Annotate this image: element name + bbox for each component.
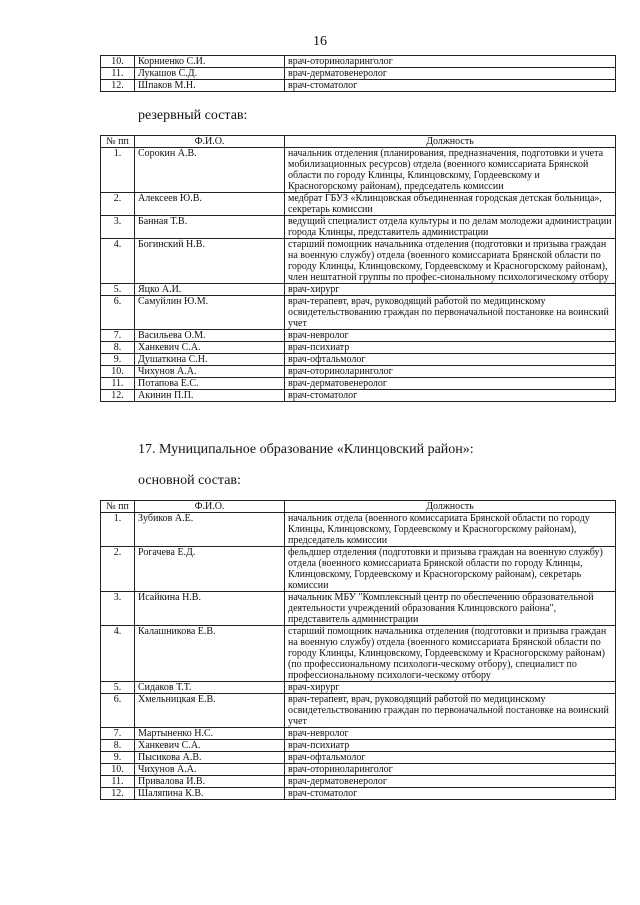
table-row bbox=[101, 330, 616, 342]
position: старший помощник начальника отделения (подготовки и призыва граждан на военную службу) отдела (военного комиссариата Брянской области по городу Клинцы, Клинцовскому, Гордеевскому и Красногорскому районам), член нештатной группы по профес-сиональному психологическому отбору bbox=[285, 239, 616, 284]
table-row bbox=[101, 682, 616, 694]
table-row bbox=[101, 740, 616, 752]
table-row bbox=[101, 56, 616, 68]
row-number: 1. bbox=[101, 148, 135, 193]
row-number: 5. bbox=[101, 284, 135, 296]
position: старший помощник начальника отделения (подготовки и призыва граждан на военную службу) отдела (военного комиссариата Брянской области по городу Клинцы, Клинцовскому, Гордеевскому и Красногорскому районам) (по профессиональному психологи-ческому отбору), специалист по профессиональному психологи-ческому отбору bbox=[285, 626, 616, 682]
table-row bbox=[101, 592, 616, 626]
row-number: 7. bbox=[101, 728, 135, 740]
position: врач-стоматолог bbox=[285, 390, 616, 402]
table-row bbox=[101, 728, 616, 740]
person-name: Ханкевич С.А. bbox=[135, 740, 285, 752]
table-row bbox=[101, 694, 616, 728]
row-number: 11. bbox=[101, 378, 135, 390]
position: врач-терапевт, врач, руководящий работой по медицинскому освидетельствованию граждан по первоначальной постановке на воинский учет bbox=[285, 296, 616, 330]
col-header-num: № пп bbox=[101, 501, 135, 513]
person-name: Калашникова Е.В. bbox=[135, 626, 285, 682]
row-number: 6. bbox=[101, 296, 135, 330]
position: врач-психиатр bbox=[285, 342, 616, 354]
row-number: 3. bbox=[101, 592, 135, 626]
row-number: 2. bbox=[101, 193, 135, 216]
table-header-row bbox=[101, 136, 616, 148]
person-name: Корниенко С.И. bbox=[135, 56, 285, 68]
row-number: 12. bbox=[101, 80, 135, 92]
row-number: 7. bbox=[101, 330, 135, 342]
table-header-row bbox=[101, 501, 616, 513]
position: начальник МБУ "Комплексный центр по обеспечению образовательной деятельности учреждений образования Клинцовского района", представитель администрации bbox=[285, 592, 616, 626]
person-name: Акинин П.П. bbox=[135, 390, 285, 402]
row-number: 6. bbox=[101, 694, 135, 728]
table-row bbox=[101, 80, 616, 92]
person-name: Богинский Н.В. bbox=[135, 239, 285, 284]
position: фельдшер отделения (подготовки и призыва граждан на военную службу) отдела (военного комиссариата Брянской области по городу Клинцы, Клинцовскому, Гордеевскому и Красногорскому районам), секретарь комиссии bbox=[285, 547, 616, 592]
position: врач-психиатр bbox=[285, 740, 616, 752]
position: врач-хирург bbox=[285, 284, 616, 296]
person-name: Пысикова А.В. bbox=[135, 752, 285, 764]
person-name: Яцко А.И. bbox=[135, 284, 285, 296]
position: ведущий специалист отдела культуры и по делам молодежи администрации города Клинцы, представитель администрации bbox=[285, 216, 616, 239]
table-row bbox=[101, 366, 616, 378]
table-row bbox=[101, 378, 616, 390]
row-number: 10. bbox=[101, 56, 135, 68]
position: начальник отдела (военного комиссариата Брянской области по городу Клинцы, Клинцовскому, Гордеевскому и Красногорскому районам), председатель комиссии bbox=[285, 513, 616, 547]
person-name: Сидаков Т.Т. bbox=[135, 682, 285, 694]
person-name: Мартыненко Н.С. bbox=[135, 728, 285, 740]
table-row bbox=[101, 390, 616, 402]
reserve-table bbox=[100, 135, 616, 402]
person-name: Ханкевич С.А. bbox=[135, 342, 285, 354]
position: врач-оториноларинголог bbox=[285, 764, 616, 776]
table-row bbox=[101, 354, 616, 366]
col-header-name: Ф.И.О. bbox=[135, 136, 285, 148]
main-heading: основной состав: bbox=[138, 473, 241, 488]
row-number: 11. bbox=[101, 776, 135, 788]
table-row bbox=[101, 284, 616, 296]
row-number: 8. bbox=[101, 740, 135, 752]
table-row bbox=[101, 626, 616, 682]
row-number: 9. bbox=[101, 354, 135, 366]
row-number: 4. bbox=[101, 239, 135, 284]
person-name: Банная Т.В. bbox=[135, 216, 285, 239]
person-name: Душаткина С.Н. bbox=[135, 354, 285, 366]
position: врач-дерматовенеролог bbox=[285, 68, 616, 80]
person-name: Васильева О.М. bbox=[135, 330, 285, 342]
main-table bbox=[100, 500, 616, 800]
col-header-num: № пп bbox=[101, 136, 135, 148]
table-row bbox=[101, 547, 616, 592]
person-name: Рогачева Е.Д. bbox=[135, 547, 285, 592]
position: врач-невролог bbox=[285, 728, 616, 740]
col-header-position: Должность bbox=[285, 136, 616, 148]
position: врач-офтальмолог bbox=[285, 752, 616, 764]
row-number: 11. bbox=[101, 68, 135, 80]
table-row bbox=[101, 68, 616, 80]
person-name: Исайкина Н.В. bbox=[135, 592, 285, 626]
person-name: Лукашов С.Д. bbox=[135, 68, 285, 80]
table-row bbox=[101, 216, 616, 239]
table-row bbox=[101, 764, 616, 776]
row-number: 1. bbox=[101, 513, 135, 547]
row-number: 10. bbox=[101, 764, 135, 776]
position: начальник отделения (планирования, предназначения, подготовки и учета мобилизационных ресурсов) отдела (военного комиссариата Брянской области по городу Клинцы, Клинцовскому, Гордеевскому и Красногорскому районам), председатель комиссии bbox=[285, 148, 616, 193]
position: врач-офтальмолог bbox=[285, 354, 616, 366]
table-row bbox=[101, 513, 616, 547]
table-row bbox=[101, 776, 616, 788]
position: врач-терапевт, врач, руководящий работой по медицинскому освидетельствованию граждан по первоначальной постановке на воинский учет bbox=[285, 694, 616, 728]
position: врач-оториноларинголог bbox=[285, 56, 616, 68]
col-header-name: Ф.И.О. bbox=[135, 501, 285, 513]
position: врач-дерматовенеролог bbox=[285, 776, 616, 788]
row-number: 4. bbox=[101, 626, 135, 682]
continued-table bbox=[100, 55, 616, 92]
row-number: 3. bbox=[101, 216, 135, 239]
table-row bbox=[101, 752, 616, 764]
page-number: 16 bbox=[313, 34, 327, 49]
reserve-heading: резервный состав: bbox=[138, 108, 248, 123]
row-number: 5. bbox=[101, 682, 135, 694]
table-row bbox=[101, 193, 616, 216]
table-row bbox=[101, 239, 616, 284]
row-number: 12. bbox=[101, 390, 135, 402]
row-number: 10. bbox=[101, 366, 135, 378]
person-name: Чихунов А.А. bbox=[135, 366, 285, 378]
person-name: Шаляпина К.В. bbox=[135, 788, 285, 800]
position: врач-оториноларинголог bbox=[285, 366, 616, 378]
person-name: Шпаков М.Н. bbox=[135, 80, 285, 92]
position: врач-стоматолог bbox=[285, 80, 616, 92]
person-name: Зубиков А.Е. bbox=[135, 513, 285, 547]
person-name: Чихунов А.А. bbox=[135, 764, 285, 776]
row-number: 9. bbox=[101, 752, 135, 764]
table-row bbox=[101, 296, 616, 330]
row-number: 2. bbox=[101, 547, 135, 592]
person-name: Самуйлин Ю.М. bbox=[135, 296, 285, 330]
table-row bbox=[101, 342, 616, 354]
position: врач-дерматовенеролог bbox=[285, 378, 616, 390]
table-row bbox=[101, 788, 616, 800]
person-name: Хмельницкая Е.В. bbox=[135, 694, 285, 728]
row-number: 8. bbox=[101, 342, 135, 354]
position: врач-стоматолог bbox=[285, 788, 616, 800]
person-name: Привалова И.В. bbox=[135, 776, 285, 788]
table-row bbox=[101, 148, 616, 193]
col-header-position: Должность bbox=[285, 501, 616, 513]
row-number: 12. bbox=[101, 788, 135, 800]
position: врач-невролог bbox=[285, 330, 616, 342]
person-name: Потапова Е.С. bbox=[135, 378, 285, 390]
position: медбрат ГБУЗ «Клинцовская объединенная городская детская больница», секретарь комиссии bbox=[285, 193, 616, 216]
person-name: Сорокин А.В. bbox=[135, 148, 285, 193]
position: врач-хирург bbox=[285, 682, 616, 694]
section-heading: 17. Муниципальное образование «Клинцовский район»: bbox=[138, 442, 474, 457]
person-name: Алексеев Ю.В. bbox=[135, 193, 285, 216]
